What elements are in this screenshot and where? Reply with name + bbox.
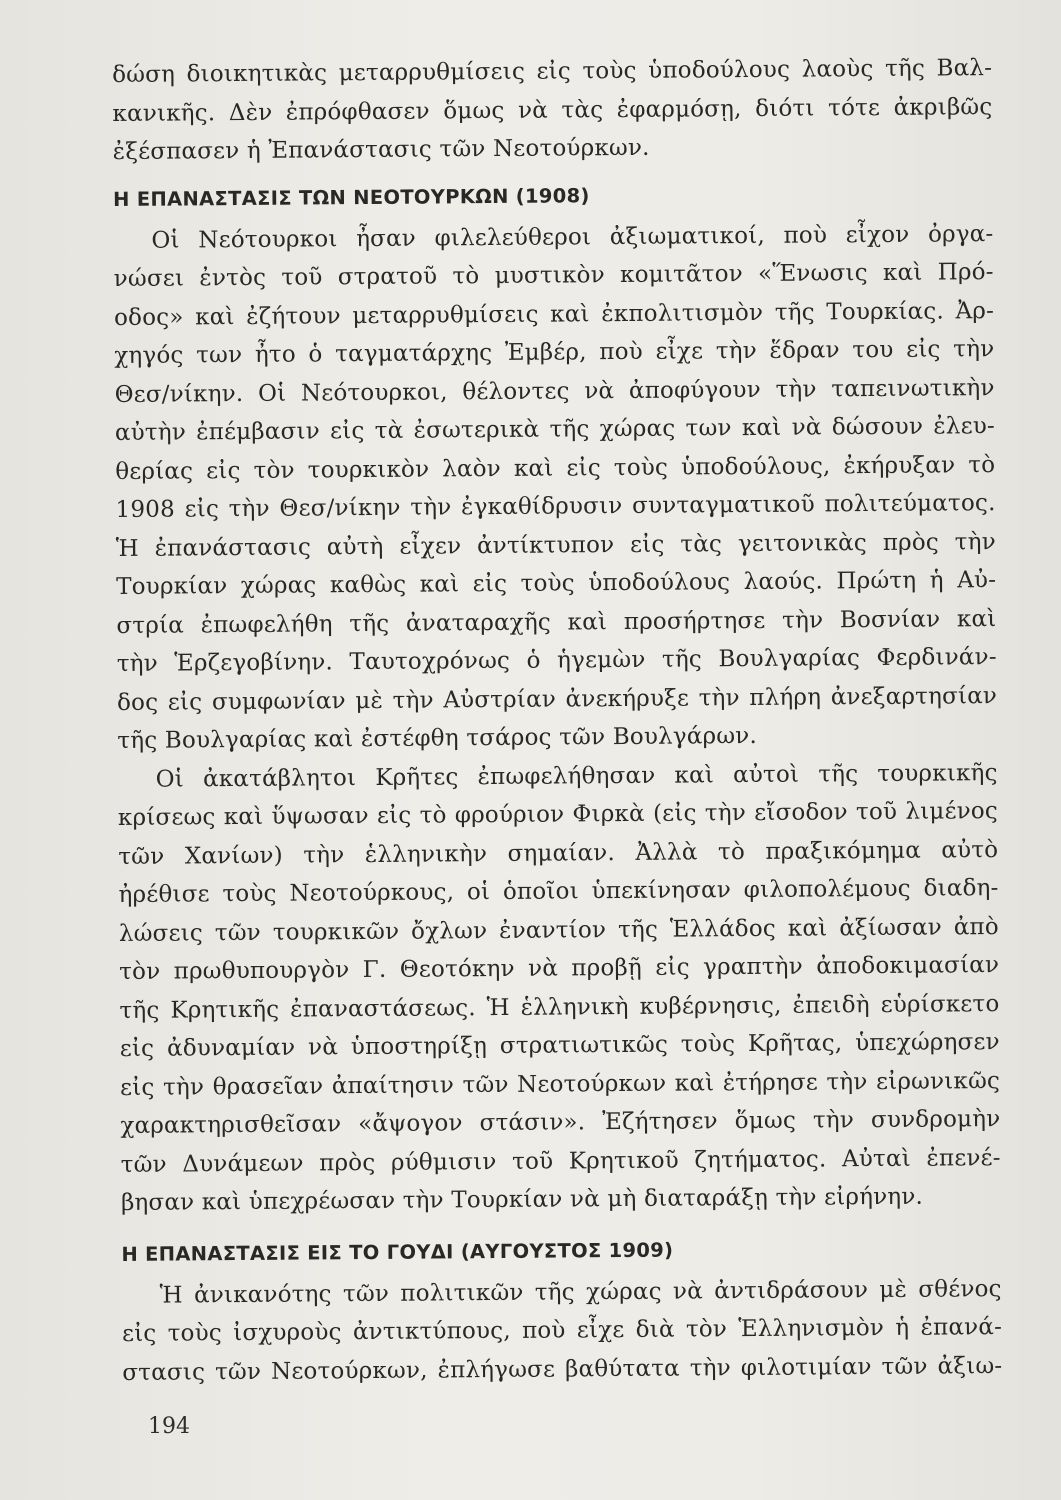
text-line: στασις τῶν Νεοτούρκων, ἐπλήγωσε βαθύτατα τὴν φιλοτιμίαν τῶν ἀξιω- <box>122 1352 1003 1386</box>
text-line: βησαν καὶ ὑπεχρέωσαν τὴν Τουρκίαν νὰ μὴ διαταράξῃ τὴν εἰρήνην. <box>120 1183 924 1216</box>
section-heading: Η ΕΠΑΝΑΣΤΑΣΙΣ ΤΩΝ ΝΕΟΤΟΥΡΚΩΝ (1908) <box>113 183 590 211</box>
text-line: Ἡ ἐπανάστασις αὐτὴ εἶχεν ἀντίκτυπον εἰς τὰς γειτονικὰς πρὸς τὴν <box>115 528 996 562</box>
text-line: θερίας εἰς τὸν τουρκικὸν λαὸν καὶ εἰς τοὺς ὑποδούλους, ἐκήρυξαν τὸ <box>115 451 996 485</box>
text-line: ἠρέθισε τοὺς Νεοτούρκους, οἱ ὁποῖοι ὑπεκίνησαν φιλοπολέμους διαδη- <box>118 875 999 908</box>
text-line: στρία ἐπωφελήθη τῆς ἀναταραχῆς καὶ προσήρτησε τὴν Βοσνίαν καὶ <box>116 605 997 639</box>
text-line: 1908 εἰς τὴν Θεσ/νίκην τὴν ἐγκαθίδρυσιν συνταγματικοῦ πολιτεύματος. <box>115 490 996 523</box>
text-line: τῶν Δυνάμεων πρὸς ρύθμισιν τοῦ Κρητικοῦ ζητήματος. Αὐταὶ ἐπενέ- <box>120 1144 1001 1178</box>
text-line: αὐτὴν ἐπέμβασιν εἰς τὰ ἐσωτερικὰ τῆς χώρας των καὶ νὰ δώσουν ἐλευ- <box>114 413 996 446</box>
section-heading: Η ΕΠΑΝΑΣΤΑΣΙΣ ΕΙΣ ΤΟ ΓΟΥΔΙ (ΑΥΓΟΥΣΤΟΣ 1909) <box>121 1238 674 1266</box>
text-line: κρίσεως καὶ ὕψωσαν εἰς τὸ φρούριον Φιρκὰ (εἰς τὴν εἴσοδον τοῦ λιμένος <box>117 798 999 831</box>
text-line: κανικῆς. Δὲν ἐπρόφθασεν ὅμως νὰ τὰς ἐφαρμόσῃ, διότι τότε ἀκριβῶς <box>112 93 993 127</box>
text-line: τῆς Κρητικῆς ἐπαναστάσεως. Ἡ ἑλληνικὴ κυβέρνησις, ἐπειδὴ εὑρίσκετο <box>119 990 1000 1024</box>
text-line: τὴν Ἑρζεγοβίνην. Ταυτοχρόνως ὁ ἡγεμὼν τῆς Βουλγαρίας Φερδινάν- <box>116 644 997 677</box>
text-line: χαρακτηρισθεῖσαν «ἄψογον στάσιν». Ἐζήτησεν ὅμως τὴν συνδρομὴν <box>120 1106 1001 1139</box>
text-line: Οἱ ἀκατάβλητοι Κρῆτες ἐπωφελήθησαν καὶ αὐτοὶ τῆς τουρκικῆς <box>155 759 998 793</box>
text-line: ἐξέσπασεν ἡ Ἐπανάστασις τῶν Νεοτούρκων. <box>112 134 650 165</box>
text-line: νώσει ἐντὸς τοῦ στρατοῦ τὸ μυστικὸν κομιτᾶτον «Ἕνωσις καὶ Πρό- <box>113 259 994 292</box>
text-line: λώσεις τῶν τουρκικῶν ὄχλων ἐναντίον τῆς Ἑλλάδος καὶ ἀξίωσαν ἀπὸ <box>118 913 999 947</box>
text-line: εἰς τοὺς ἰσχυροὺς ἀντικτύπους, ποὺ εἶχε διὰ τὸν Ἑλληνισμὸν ἡ ἐπανά- <box>121 1314 1003 1347</box>
text-line: τὸν πρωθυπουργὸν Γ. Θεοτόκην νὰ προβῇ εἰς γραπτὴν ἀποδοκιμασίαν <box>119 952 1000 985</box>
text-line: εἰς τὴν θρασεῖαν ἀπαίτησιν τῶν Νεοτούρκων καὶ ἐτήρησε τὴν εἰρωνικῶς <box>119 1067 1001 1101</box>
text-line: Οἱ Νεότουρκοι ἦσαν φιλελεύθεροι ἀξιωματικοί, ποὺ εἶχον ὀργα- <box>151 220 994 254</box>
text-line: χηγός των ἦτο ὁ ταγματάρχης Ἐμβέρ, ποὺ εἶχε τὴν ἕδραν του εἰς τὴν <box>114 336 995 369</box>
text-line: δώση διοικητικὰς μεταρρυθμίσεις εἰς τοὺς ὑποδούλους λαοὺς τῆς Βαλ- <box>112 55 993 88</box>
text-line: εἰς ἀδυναμίαν νὰ ὑποστηρίξῃ στρατιωτικῶς τοὺς Κρῆτας, ὑπεχώρησεν <box>119 1029 1000 1062</box>
text-line: οδος» καὶ ἐζήτουν μεταρρυθμίσεις καὶ ἐκπολιτισμὸν τῆς Τουρκίας. Ἀρ- <box>113 297 995 331</box>
text-line: τῆς Βουλγαρίας καὶ ἐστέφθη τσάρος τῶν Βουλγάρων. <box>117 722 758 754</box>
text-line: δος εἰς συμφωνίαν μὲ τὴν Αὐστρίαν ἀνεκήρυξε τὴν πλήρη ἀνεξαρτησίαν <box>116 682 998 716</box>
body-text <box>112 49 1002 1392</box>
text-line: Θεσ/νίκην. Οἱ Νεότουρκοι, θέλοντες νὰ ἀποφύγουν τὴν ταπεινωτικὴν <box>114 374 995 408</box>
text-line: τῶν Χανίων) τὴν ἑλληνικὴν σημαίαν. Ἀλλὰ τὸ πραξικόμημα αὐτὸ <box>118 836 999 870</box>
page-number: 194 <box>148 1414 190 1439</box>
text-line: Ἡ ἀνικανότης τῶν πολιτικῶν τῆς χώρας νὰ ἀντιδράσουν μὲ σθένος <box>159 1275 1002 1309</box>
text-line: Τουρκίαν χώρας καθὼς καὶ εἰς τοὺς ὑποδούλους λαούς. Πρώτη ἡ Αὐ- <box>116 567 997 600</box>
